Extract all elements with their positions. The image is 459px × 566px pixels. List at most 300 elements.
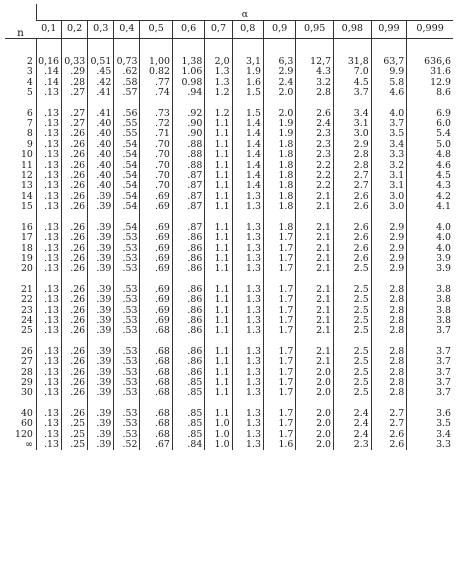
table-cell: 2.0	[263, 109, 295, 119]
table-cell: .71	[140, 129, 172, 139]
table-cell: 1.8	[263, 181, 295, 191]
n-value: ∞	[25, 440, 33, 450]
table-cell: 1.1	[205, 202, 232, 212]
table-cell: 2.1	[296, 192, 334, 202]
table-cell: 2.5	[334, 295, 372, 305]
group-spacer	[5, 39, 453, 58]
table-cell: 1.7	[263, 244, 295, 254]
spacer-cell	[5, 399, 36, 409]
table-cell: 2.1	[296, 347, 334, 357]
table-cell: 2.8	[371, 306, 407, 316]
table-cell: 2.8	[371, 378, 407, 388]
table-cell: 2.0	[296, 378, 334, 388]
table-cell: 1.7	[263, 285, 295, 295]
table-cell: .39	[88, 295, 114, 305]
table-cell: 1.3	[232, 378, 263, 388]
table-cell: 2.5	[334, 306, 372, 316]
table-cell: .70	[140, 140, 172, 150]
table-cell: 31.6	[407, 67, 453, 77]
table-cell: 3.7	[407, 368, 453, 378]
table-cell: 2.8	[371, 388, 407, 398]
table-row	[5, 202, 453, 212]
table-cell: 3.4	[407, 430, 453, 440]
table-cell: .26	[62, 357, 88, 367]
table-cell: .86	[172, 295, 204, 305]
table-cell: .53	[114, 264, 140, 274]
table-cell: .26	[62, 368, 88, 378]
table-cell: 1.2	[205, 109, 232, 119]
table-cell: .14	[36, 78, 61, 88]
table-row	[5, 161, 453, 171]
spacer-cell	[263, 337, 295, 347]
spacer-cell	[334, 213, 372, 223]
table-row	[5, 171, 453, 181]
table-cell: 1.1	[205, 140, 232, 150]
table-cell: 3.9	[407, 264, 453, 274]
table-cell: 2.1	[296, 306, 334, 316]
spacer-cell	[371, 39, 407, 58]
table-cell: 2.6	[371, 440, 407, 450]
table-cell: .13	[36, 254, 61, 264]
table-cell: 3,1	[232, 57, 263, 67]
table-cell: .68	[140, 419, 172, 429]
table-cell: .70	[140, 161, 172, 171]
alpha-column-header: 0,6	[172, 21, 204, 39]
table-cell: 2.2	[296, 181, 334, 191]
table-cell: .68	[140, 378, 172, 388]
table-cell: 3.0	[371, 202, 407, 212]
table-cell: .26	[62, 150, 88, 160]
table-cell: 3.8	[407, 316, 453, 326]
table-cell: .86	[172, 316, 204, 326]
table-cell: .13	[36, 150, 61, 160]
table-cell: 12,7	[296, 57, 334, 67]
table-cell: .86	[172, 357, 204, 367]
spacer-cell	[296, 275, 334, 285]
n-value: 5	[26, 88, 33, 99]
table-cell: .13	[36, 192, 61, 202]
spacer-cell	[88, 337, 114, 347]
table-cell: .62	[114, 67, 140, 77]
table-cell: 3.0	[334, 129, 372, 139]
n-value: 2	[26, 57, 33, 67]
table-cell: 0,33	[62, 57, 88, 67]
table-cell: .54	[114, 150, 140, 160]
n-value: 30	[20, 388, 33, 399]
table-cell: .27	[62, 88, 88, 98]
table-cell: 2.4	[334, 409, 372, 419]
table-cell: 2.6	[334, 233, 372, 243]
table-cell: 1.3	[232, 244, 263, 254]
table-cell: 1.3	[232, 388, 263, 398]
table-cell: 1.1	[205, 171, 232, 181]
table-cell: 1.3	[232, 306, 263, 316]
table-cell: .68	[140, 326, 172, 336]
table-row	[5, 129, 453, 139]
table-cell: .88	[172, 161, 204, 171]
n-value: 26	[20, 346, 33, 357]
table-cell: 1.1	[205, 285, 232, 295]
n-value: 120	[14, 429, 33, 440]
table-cell: .26	[62, 254, 88, 264]
table-row	[5, 233, 453, 243]
table-row	[5, 150, 453, 160]
table-cell: .87	[172, 181, 204, 191]
spacer-cell	[172, 39, 204, 58]
table-cell: .87	[172, 223, 204, 233]
table-cell: .58	[114, 78, 140, 88]
spacer-cell	[263, 275, 295, 285]
table-cell: .13	[36, 378, 61, 388]
spacer-cell	[263, 99, 295, 109]
spacer-cell	[371, 275, 407, 285]
table-cell: .26	[62, 171, 88, 181]
table-cell: 2.7	[371, 409, 407, 419]
table-cell: .56	[114, 109, 140, 119]
table-cell: 2.0	[296, 419, 334, 429]
table-cell: .40	[88, 140, 114, 150]
table-cell: 1.3	[232, 223, 263, 233]
table-cell: 1.1	[205, 233, 232, 243]
table-cell: 3.1	[371, 171, 407, 181]
table-cell: .40	[88, 171, 114, 181]
table-cell: 1.1	[205, 264, 232, 274]
table-cell: .25	[62, 430, 88, 440]
table-cell: 1.7	[263, 378, 295, 388]
table-cell: 1.7	[263, 368, 295, 378]
table-cell: .39	[88, 368, 114, 378]
spacer-cell	[88, 39, 114, 58]
table-cell: 2.1	[296, 233, 334, 243]
table-cell: 1.3	[232, 192, 263, 202]
spacer-cell	[371, 399, 407, 409]
table-row	[5, 388, 453, 398]
table-cell: 1.06	[172, 67, 204, 77]
table-cell: .70	[140, 171, 172, 181]
spacer-cell	[5, 337, 36, 347]
table-cell: .13	[36, 347, 61, 357]
alpha-column-header: 0,1	[36, 21, 61, 39]
table-cell: 12.9	[407, 78, 453, 88]
table-cell: 1.8	[263, 150, 295, 160]
table-cell: 2.5	[334, 378, 372, 388]
table-cell: 3.2	[371, 161, 407, 171]
table-cell: .94	[172, 88, 204, 98]
table-cell: .69	[140, 295, 172, 305]
table-cell: 1.7	[263, 388, 295, 398]
table-cell: .26	[62, 161, 88, 171]
table-cell: 2.8	[296, 88, 334, 98]
table-cell: 3.8	[407, 285, 453, 295]
n-value: 24	[20, 315, 33, 326]
table-cell: 1.3	[232, 347, 263, 357]
table-cell: 4.5	[407, 171, 453, 181]
table-cell: 4.5	[334, 78, 372, 88]
spacer-cell	[334, 99, 372, 109]
table-cell: .68	[140, 430, 172, 440]
table-row	[5, 326, 453, 336]
table-cell: 2.0	[263, 88, 295, 98]
table-cell: 1.8	[263, 223, 295, 233]
table-cell: .28	[62, 78, 88, 88]
spacer-cell	[36, 39, 61, 58]
table-cell: 0.82	[140, 67, 172, 77]
table-cell: .13	[36, 119, 61, 129]
table-cell: 2.1	[296, 254, 334, 264]
table-cell: 1.1	[205, 326, 232, 336]
table-cell: 7.0	[334, 67, 372, 77]
spacer-cell	[296, 337, 334, 347]
table-cell: .53	[114, 285, 140, 295]
table-cell: 2.2	[296, 171, 334, 181]
table-row	[5, 409, 453, 419]
table-cell: .13	[36, 388, 61, 398]
table-cell: .54	[114, 223, 140, 233]
n-value: 60	[20, 419, 33, 430]
table-cell: .27	[62, 109, 88, 119]
table-cell: .26	[62, 326, 88, 336]
table-cell: .52	[114, 440, 140, 450]
table-cell: .69	[140, 192, 172, 202]
spacer-cell	[407, 213, 453, 223]
table-cell: .53	[114, 430, 140, 440]
table-cell: 1.1	[205, 192, 232, 202]
table-cell: 2.4	[296, 119, 334, 129]
table-cell: .26	[62, 244, 88, 254]
table-cell: .87	[172, 192, 204, 202]
table-cell: 1.7	[263, 347, 295, 357]
table-cell: .13	[36, 430, 61, 440]
table-cell: 3.3	[371, 150, 407, 160]
table-cell: 2.1	[296, 244, 334, 254]
table-cell: 1.3	[232, 440, 263, 450]
table-cell: .39	[88, 244, 114, 254]
table-cell: 1.9	[263, 129, 295, 139]
table-cell: 2.5	[334, 347, 372, 357]
table-cell: .54	[114, 192, 140, 202]
spacer-cell	[114, 99, 140, 109]
table-cell: 0,16	[36, 57, 61, 67]
group-spacer	[5, 399, 453, 409]
table-cell: .68	[140, 368, 172, 378]
table-cell: 2.1	[296, 223, 334, 233]
spacer-cell	[371, 337, 407, 347]
table-cell: 6.9	[407, 109, 453, 119]
n-value: 7	[26, 119, 33, 130]
table-cell: 4.0	[407, 233, 453, 243]
table-cell: .70	[140, 150, 172, 160]
alpha-column-header: 0,7	[205, 21, 232, 39]
table-cell: 2.9	[371, 254, 407, 264]
table-cell: 2.9	[371, 264, 407, 274]
table-cell: 1.4	[232, 140, 263, 150]
spacer-cell	[140, 99, 172, 109]
alpha-header: α	[36, 4, 453, 21]
spacer-cell	[232, 275, 263, 285]
table-cell: 1.5	[232, 109, 263, 119]
table-cell: 2.5	[334, 326, 372, 336]
table-cell: .13	[36, 202, 61, 212]
table-cell: .13	[36, 171, 61, 181]
table-row	[5, 440, 453, 450]
table-cell: 636,6	[407, 57, 453, 67]
spacer-cell	[172, 275, 204, 285]
table-cell: .53	[114, 368, 140, 378]
table-cell: 1.7	[263, 326, 295, 336]
table-cell: .70	[140, 181, 172, 191]
table-cell: .13	[36, 440, 61, 450]
table-cell: 3.7	[407, 347, 453, 357]
table-cell: 2.1	[296, 202, 334, 212]
table-cell: 2.5	[334, 368, 372, 378]
table-cell: 1.1	[205, 254, 232, 264]
table-cell: .26	[62, 409, 88, 419]
table-cell: .26	[62, 388, 88, 398]
table-cell: 1.8	[263, 140, 295, 150]
spacer-cell	[296, 213, 334, 223]
table-cell: 2.4	[334, 419, 372, 429]
table-cell: .53	[114, 326, 140, 336]
table-cell: 1.9	[263, 119, 295, 129]
table-row	[5, 295, 453, 305]
table-cell: 1.6	[232, 78, 263, 88]
spacer-cell	[232, 39, 263, 58]
spacer-cell	[114, 399, 140, 409]
table-cell: 4.6	[407, 161, 453, 171]
spacer-cell	[334, 39, 372, 58]
group-spacer	[5, 213, 453, 223]
table-cell: 1.3	[232, 326, 263, 336]
table-row	[5, 430, 453, 440]
spacer-cell	[371, 99, 407, 109]
table-cell: 2.8	[371, 326, 407, 336]
table-cell: 4.0	[371, 109, 407, 119]
table-cell: 2.5	[334, 264, 372, 274]
table-cell: .13	[36, 295, 61, 305]
table-cell: 1.0	[205, 419, 232, 429]
table-cell: 2.8	[371, 295, 407, 305]
table-cell: .39	[88, 440, 114, 450]
table-cell: 2.1	[296, 295, 334, 305]
table-cell: .86	[172, 233, 204, 243]
table-cell: .13	[36, 316, 61, 326]
table-cell: 3.4	[371, 140, 407, 150]
table-cell: .39	[88, 357, 114, 367]
spacer-cell	[205, 99, 232, 109]
spacer-cell	[62, 99, 88, 109]
spacer-cell	[296, 399, 334, 409]
table-cell: .13	[36, 129, 61, 139]
spacer-cell	[62, 39, 88, 58]
table-cell: .53	[114, 316, 140, 326]
table-row	[5, 347, 453, 357]
table-cell: 3.1	[334, 119, 372, 129]
table-cell: .13	[36, 244, 61, 254]
table-cell: .13	[36, 161, 61, 171]
table-row	[5, 88, 453, 98]
table-row	[5, 223, 453, 233]
spacer-cell	[205, 39, 232, 58]
table-cell: .13	[36, 109, 61, 119]
table-cell: .40	[88, 119, 114, 129]
table-cell: 2.6	[334, 254, 372, 264]
table-row	[5, 419, 453, 429]
table-cell: .45	[88, 67, 114, 77]
spacer-cell	[5, 99, 36, 109]
table-cell: .40	[88, 161, 114, 171]
table-cell: 2.5	[334, 357, 372, 367]
spacer-cell	[88, 213, 114, 223]
table-cell: .68	[140, 347, 172, 357]
spacer-cell	[263, 399, 295, 409]
table-cell: 1.3	[205, 78, 232, 88]
table-cell: 2.5	[334, 388, 372, 398]
alpha-column-header: 0,2	[62, 21, 88, 39]
table-cell: .92	[172, 109, 204, 119]
table-cell: .53	[114, 295, 140, 305]
table-cell: .69	[140, 285, 172, 295]
table-cell: .39	[88, 326, 114, 336]
table-cell: .41	[88, 88, 114, 98]
table-row	[5, 119, 453, 129]
table-cell: .68	[140, 388, 172, 398]
spacer-cell	[140, 337, 172, 347]
table-cell: 3.3	[407, 440, 453, 450]
alpha-column-header: 0,3	[88, 21, 114, 39]
table-cell: 1.1	[205, 295, 232, 305]
student-t-table	[5, 4, 453, 450]
table-cell: .86	[172, 285, 204, 295]
table-cell: 1.7	[263, 430, 295, 440]
spacer-cell	[407, 337, 453, 347]
table-cell: 1.1	[205, 161, 232, 171]
table-cell: .84	[172, 440, 204, 450]
table-cell: .39	[88, 409, 114, 419]
spacer-cell	[36, 399, 61, 409]
spacer-cell	[172, 99, 204, 109]
table-row	[5, 109, 453, 119]
table-cell: 6.0	[407, 119, 453, 129]
n-value: 25	[20, 326, 33, 337]
table-cell: .53	[114, 378, 140, 388]
table-cell: .57	[114, 88, 140, 98]
table-row	[5, 57, 453, 67]
table-cell: .69	[140, 202, 172, 212]
spacer-cell	[371, 213, 407, 223]
table-cell: 1.3	[232, 233, 263, 243]
table-cell: .13	[36, 88, 61, 98]
table-cell: .74	[140, 88, 172, 98]
table-cell: .39	[88, 233, 114, 243]
n-value: 15	[20, 202, 33, 213]
table-cell: 2.1	[296, 326, 334, 336]
table-cell: 1.8	[263, 192, 295, 202]
spacer-cell	[88, 99, 114, 109]
table-cell: .77	[140, 78, 172, 88]
table-cell: .54	[114, 140, 140, 150]
table-cell: 2.1	[296, 316, 334, 326]
table-cell: .26	[62, 140, 88, 150]
n-value: 11	[20, 160, 33, 171]
table-cell: .41	[88, 109, 114, 119]
table-body	[5, 39, 453, 451]
spacer-cell	[114, 213, 140, 223]
n-value: 9	[26, 139, 33, 150]
table-cell: .26	[62, 347, 88, 357]
table-cell: .13	[36, 264, 61, 274]
table-cell: .27	[62, 119, 88, 129]
table-cell: 2.3	[296, 129, 334, 139]
